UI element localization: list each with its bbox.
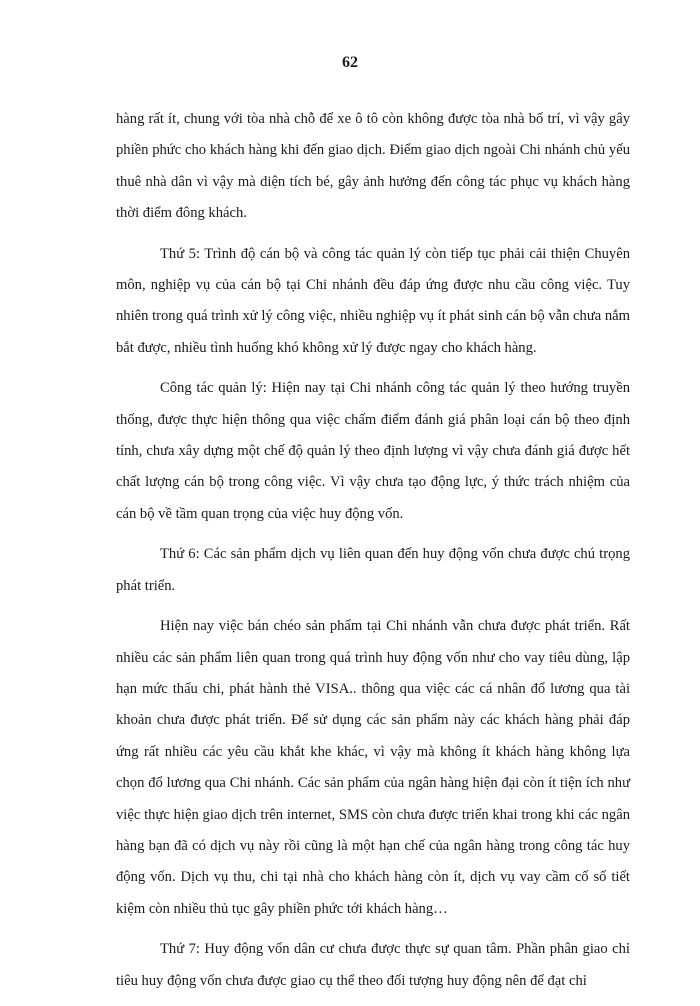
paragraph-cong-tac-quan-ly: Công tác quản lý: Hiện nay tại Chi nhánh công tác quản lý theo hướng truyền thống, được thực hiện thông qua việc chấm điểm đánh giá phân loại cán bộ theo định tính, chưa xây dựng một chế độ quản lý theo định lượng vì vậy chưa đánh giá được hết chất lượng cán bộ trong công việc. Vì vậy chưa tạo động lực, ý thức trách nhiệm của cán bộ về tầm quan trọng của việc huy động vốn.	[116, 380, 630, 522]
paragraph-continuation: hàng rất ít, chung với tòa nhà chỗ để xe ô tô còn không được tòa nhà bố trí, vì vậy gây phiền phức cho khách hàng khi đến giao dịch. Điểm giao dịch ngoài Chi nhánh chủ yếu thuê nhà dân vì vậy mà diện tích bé, gây ảnh hưởng đến công tác phục vụ khách hàng thời điểm đông khách.	[116, 111, 630, 222]
page-body	[116, 104, 630, 1006]
paragraph-thu-5: Thứ 5: Trình độ cán bộ và công tác quản lý còn tiếp tục phải cải thiện Chuyên môn, nghiệp vụ của cán bộ tại Chi nhánh đều đáp ứng được nhu cầu công việc. Tuy nhiên trong quá trình xử lý công việc, nhiều nghiệp vụ ít phát sinh cán bộ vẫn chưa nắm bắt được, nhiều tình huống khó không xử lý được ngay cho khách hàng.	[116, 245, 630, 356]
paragraph-ban-cheo-san-pham: Hiện nay việc bán chéo sản phẩm tại Chi nhánh vẫn chưa được phát triển. Rất nhiều các sản phẩm liên quan trong quá trình huy động vốn như cho vay tiêu dùng, lập hạn mức thấu chi, phát hành thẻ VISA.. thông qua việc các cá nhân đổ lương qua tài khoản chưa được phát triển. Để sử dụng các sản phẩm này các khách hàng phải đáp ứng rất nhiều các yêu cầu khắt khe khác, vì vậy mà không ít khách hàng không lựa chọn đổ lương qua Chi nhánh. Các sản phẩm của ngân hàng hiện đại còn ít tiện ích như việc thực hiện giao dịch trên internet, SMS còn chưa được triển khai trong khi các ngân hàng bạn đã có dịch vụ này rồi cũng là một hạn chế của ngân hàng trong công tác huy động vốn. Dịch vụ thu, chi tại nhà cho khách hàng còn ít, dịch vụ vay cầm cố sổ tiết kiệm còn nhiều thủ tục gây phiền phức tới khách hàng…	[116, 618, 630, 917]
paragraph-thu-7: Thứ 7: Huy động vốn dân cư chưa được thực sự quan tâm. Phần phân giao chỉ tiêu huy động vốn chưa được giao cụ thể theo đối tượng huy động nên để đạt chỉ	[116, 941, 630, 989]
paragraph-thu-6: Thứ 6: Các sản phẩm dịch vụ liên quan đến huy động vốn chưa được chú trọng phát triển.	[116, 546, 630, 594]
page-number: 62	[342, 54, 358, 71]
